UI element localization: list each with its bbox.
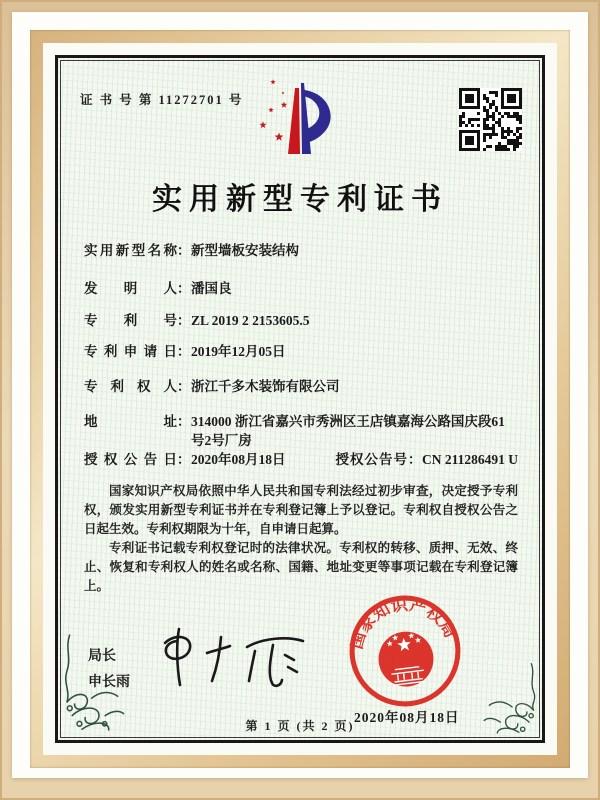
field-label: 实用新型名称 [84, 243, 177, 258]
field-label: 发明人 [84, 281, 177, 296]
director-name: 申长雨 [88, 673, 130, 689]
field-value: 浙江千多木装饰有限公司 [191, 379, 340, 394]
corner-ornament-left-icon [62, 634, 126, 736]
signature-handwriting-icon [150, 623, 322, 693]
field-row-address [84, 412, 518, 450]
legal-paragraph-2: 专利证书记载专利权登记时的法律状况。专利权的转移、质押、无效、终止、恢复和专利权人的姓名或名称、国籍、地址变更等事项记载在专利登记簿上。 [84, 541, 518, 593]
field-value: 2020年08月18日 [191, 452, 286, 467]
field-colon: ： [177, 344, 191, 359]
field-row-patent-no [84, 311, 518, 330]
field-colon: ： [407, 452, 422, 467]
field-row-name [84, 241, 518, 260]
field-row-filing-date [84, 342, 518, 361]
certificate-paper [55, 55, 545, 743]
field-value: 2019年12月05日 [191, 344, 286, 359]
field-colon: ： [177, 379, 191, 394]
field-row-inventor [84, 279, 518, 298]
field-label: 专利申请日 [84, 344, 177, 359]
corner-ornament-right-icon [482, 648, 538, 736]
frame-white-mat-outer [12, 12, 588, 778]
field-row-patentee [84, 377, 518, 396]
logo-stars [259, 79, 287, 141]
field-value: 新型墙板安装结构 [191, 243, 299, 258]
field-colon: ： [177, 313, 191, 328]
frame-gold-mat [30, 30, 570, 768]
page-number: 第 1 页 (共 2 页) [245, 719, 355, 733]
cnipa-logo-icon [240, 74, 370, 166]
frame-white-mat-inner [43, 43, 557, 755]
field-pair-grant-number [335, 450, 518, 469]
field-colon: ： [177, 281, 191, 296]
field-row-grant [84, 450, 518, 469]
field-colon: ： [177, 414, 191, 429]
field-label: 专利权人 [84, 379, 177, 394]
field-label: 专利号 [84, 313, 177, 328]
field-colon: ： [177, 452, 191, 467]
seal-text: 国家知识产权局 [348, 597, 458, 652]
certificate-number: 证 书 号 第 11272701 号 [80, 93, 244, 107]
field-value: 潘国良 [191, 281, 232, 296]
certificate-title: 实用新型专利证书 [152, 183, 448, 216]
legal-text [84, 482, 518, 596]
legal-paragraph-1: 国家知识产权局依照中华人民共和国专利法经过初步审查，决定授予专利权，颁发实用新型专利证书并在专利登记簿上予以登记。专利权自授权公告之日起生效。专利权期限为十年，自申请日起算。 [84, 484, 518, 536]
director-title: 局长 [88, 647, 116, 663]
qr-code-icon [459, 88, 522, 151]
field-label: 地址 [84, 414, 177, 429]
field-colon: ： [177, 243, 191, 258]
field-label: 授权公告号 [335, 452, 408, 467]
field-value: ZL 2019 2 2153605.5 [191, 313, 310, 328]
field-value: CN 211286491 U [421, 452, 518, 467]
official-seal-icon [339, 585, 471, 717]
seal-date: 2020年08月18日 [354, 710, 460, 725]
field-value: 314000 浙江省嘉兴市秀洲区王店镇嘉海公路国庆段61号2号厂房 [191, 414, 505, 448]
field-label: 授权公告日 [84, 452, 177, 467]
